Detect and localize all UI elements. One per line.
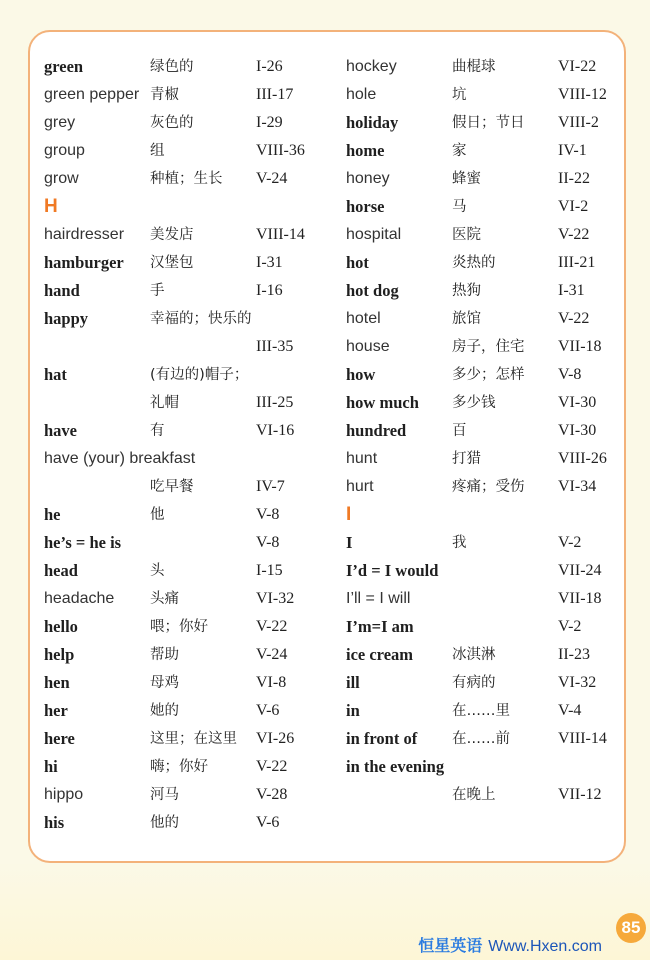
glossary-entry	[346, 445, 646, 473]
entry-word: green pepper	[44, 86, 140, 103]
entry-unit: III-17	[256, 86, 294, 103]
entry-word: green	[44, 57, 84, 76]
entry-word: have (your) breakfast	[44, 450, 196, 467]
glossary-entry	[346, 277, 646, 305]
page-number: 85	[616, 913, 646, 943]
entry-word: hotel	[346, 310, 381, 327]
entry-unit: VI-32	[256, 590, 295, 607]
glossary-entry	[346, 557, 646, 585]
entry-chinese: 她的	[150, 703, 179, 719]
entry-word: here	[44, 729, 75, 748]
entry-unit: V-8	[558, 366, 582, 383]
entry-chinese: 嗨；你好	[150, 759, 208, 775]
glossary-entry	[346, 669, 646, 697]
entry-word: hen	[44, 673, 70, 692]
entry-chinese: 冰淇淋	[452, 647, 496, 663]
entry-chinese: 旅馆	[452, 311, 481, 327]
entry-unit: VI-34	[558, 478, 597, 495]
entry-word: hockey	[346, 58, 397, 75]
entry-unit: V-2	[558, 618, 582, 635]
entry-unit: VII-24	[558, 562, 602, 579]
entry-unit: VIII-36	[256, 142, 305, 159]
entry-unit: V-24	[256, 170, 288, 187]
entry-word: group	[44, 142, 85, 159]
entry-unit: V-6	[256, 814, 280, 831]
entry-word: I’m=I am	[346, 617, 414, 636]
entry-unit: VII-18	[558, 338, 602, 355]
entry-chinese: 多少；怎样	[452, 367, 525, 383]
entry-chinese: 在……前	[452, 731, 510, 747]
glossary-entry	[346, 333, 646, 361]
entry-word: hippo	[44, 786, 84, 803]
entry-word: he	[44, 505, 61, 524]
glossary-entry	[346, 221, 646, 249]
section-letter-row	[44, 193, 344, 221]
entry-chinese: 种植；生长	[150, 171, 223, 187]
entry-unit: VI-32	[558, 674, 597, 691]
entry-chinese: 打猎	[452, 451, 481, 467]
glossary-entry	[346, 725, 646, 753]
entry-word: hamburger	[44, 253, 124, 272]
entry-word: how	[346, 365, 376, 384]
entry-chinese: 百	[452, 423, 467, 439]
entry-word: in	[346, 701, 360, 720]
entry-chinese: 蜂蜜	[452, 171, 481, 187]
entry-chinese: 青椒	[150, 87, 179, 103]
entry-word: he’s = he is	[44, 533, 122, 552]
glossary-entry	[346, 781, 646, 809]
entry-word: his	[44, 813, 65, 832]
entry-unit: VIII-14	[256, 226, 305, 243]
entry-chinese: 组	[150, 143, 165, 159]
entry-chinese: 帮助	[150, 647, 179, 663]
entry-chinese: 头	[150, 563, 165, 579]
entry-unit: V-28	[256, 786, 288, 803]
glossary-entry	[346, 473, 646, 501]
section-letter: I	[346, 504, 352, 525]
entry-word: I’ll = I will	[346, 590, 411, 607]
glossary-entry	[346, 249, 646, 277]
glossary-entry	[44, 613, 344, 641]
entry-word: hole	[346, 86, 377, 103]
glossary-entry	[346, 389, 646, 417]
entry-word: ill	[346, 673, 360, 692]
glossary-entry	[346, 613, 646, 641]
entry-chinese: 有	[150, 423, 165, 439]
glossary-entry	[44, 333, 344, 361]
entry-word: headache	[44, 590, 115, 607]
entry-unit: V-6	[256, 702, 280, 719]
entry-chinese: 汉堡包	[150, 255, 194, 271]
glossary-entry	[346, 529, 646, 557]
entry-word: in the evening	[346, 757, 445, 776]
glossary-entry	[44, 529, 344, 557]
glossary-entry	[44, 697, 344, 725]
entry-chinese: 他	[150, 507, 165, 523]
glossary-entry	[44, 53, 344, 81]
entry-word: hospital	[346, 226, 402, 243]
glossary-entry	[346, 585, 646, 613]
glossary-entry	[44, 165, 344, 193]
entry-word: head	[44, 561, 78, 580]
entry-unit: V-22	[256, 758, 288, 775]
entry-word: ice cream	[346, 645, 414, 664]
entry-chinese: 吃早餐	[150, 479, 194, 495]
entry-unit: V-8	[256, 534, 280, 551]
glossary-entry	[44, 557, 344, 585]
glossary-entry	[44, 781, 344, 809]
entry-unit: II-23	[558, 646, 590, 663]
entry-chinese: 绿色的	[150, 59, 194, 75]
entry-chinese: 我	[452, 535, 467, 551]
entry-word: how much	[346, 393, 419, 412]
entry-unit: I-26	[256, 58, 283, 75]
brand-url[interactable]: Www.Hxen.com	[488, 938, 602, 955]
entry-unit: II-22	[558, 170, 590, 187]
entry-chinese: 幸福的；快乐的	[150, 311, 252, 327]
entry-unit: VIII-12	[558, 86, 607, 103]
entry-unit: VIII-14	[558, 730, 607, 747]
entry-word: her	[44, 701, 68, 720]
entry-unit: III-21	[558, 254, 596, 271]
glossary-entry	[44, 641, 344, 669]
entry-word: hand	[44, 281, 80, 300]
entry-unit: VII-12	[558, 786, 602, 803]
glossary-entry	[44, 501, 344, 529]
glossary-entry	[44, 445, 344, 473]
entry-chinese: 手	[150, 283, 165, 299]
entry-unit: VI-22	[558, 58, 597, 75]
glossary-entry	[346, 53, 646, 81]
entry-chinese: 疼痛；受伤	[452, 479, 525, 495]
entry-unit: VI-2	[558, 198, 589, 215]
entry-word: hi	[44, 757, 58, 776]
entry-word: hunt	[346, 450, 378, 467]
entry-unit: V-22	[256, 618, 288, 635]
entry-unit: VIII-2	[558, 114, 599, 131]
entry-word: have	[44, 421, 77, 440]
entry-word: hairdresser	[44, 226, 125, 243]
section-letter: H	[44, 196, 58, 217]
entry-word: grow	[44, 170, 79, 187]
entry-word: hello	[44, 617, 78, 636]
glossary-entry	[44, 361, 344, 389]
glossary-entry	[44, 109, 344, 137]
glossary-entry	[346, 81, 646, 109]
entry-word: I	[346, 533, 353, 552]
glossary-entry	[346, 417, 646, 445]
entry-chinese: 礼帽	[150, 395, 179, 411]
entry-chinese: 灰色的	[150, 115, 194, 131]
brand-name: 恒星英语	[418, 936, 483, 955]
glossary-entry	[44, 809, 344, 837]
entry-chinese: 坑	[452, 87, 467, 103]
glossary-entry	[346, 109, 646, 137]
entry-unit: I-31	[256, 254, 283, 271]
glossary-entry	[346, 165, 646, 193]
entry-chinese: 母鸡	[150, 675, 179, 691]
glossary-entry	[44, 221, 344, 249]
glossary-entry	[44, 137, 344, 165]
glossary-entry	[346, 753, 646, 781]
entry-unit: IV-1	[558, 142, 587, 159]
glossary-entry	[44, 81, 344, 109]
entry-unit: VI-8	[256, 674, 287, 691]
entry-chinese: 喂；你好	[150, 619, 208, 635]
glossary-entry	[346, 137, 646, 165]
entry-chinese: 河马	[150, 787, 179, 803]
glossary-entry	[346, 641, 646, 669]
entry-chinese: 在……里	[452, 703, 510, 719]
entry-unit: V-22	[558, 310, 590, 327]
entry-chinese: 热狗	[452, 283, 481, 299]
footer-brand	[418, 933, 602, 956]
entry-unit: VI-26	[256, 730, 295, 747]
entry-word: grey	[44, 114, 76, 131]
entry-unit: VI-16	[256, 422, 295, 439]
entry-chinese: 曲棍球	[452, 59, 496, 75]
glossary-entry	[346, 361, 646, 389]
entry-chinese: 头痛	[150, 591, 179, 607]
glossary-entry	[44, 725, 344, 753]
entry-chinese: 马	[452, 199, 467, 215]
entry-chinese: 他的	[150, 815, 179, 831]
entry-unit: V-22	[558, 226, 590, 243]
entry-unit: IV-7	[256, 478, 285, 495]
entry-word: in front of	[346, 729, 418, 748]
entry-chinese: 美发店	[150, 227, 194, 243]
glossary-entry	[44, 417, 344, 445]
glossary-entry	[44, 473, 344, 501]
entry-chinese: 医院	[452, 227, 481, 243]
entry-word: hat	[44, 365, 67, 384]
glossary-entry	[346, 193, 646, 221]
entry-word: help	[44, 645, 75, 664]
entry-chinese: 这里；在这里	[150, 731, 237, 747]
entry-chinese: 有病的	[452, 675, 496, 691]
entry-unit: III-35	[256, 338, 294, 355]
entry-word: house	[346, 338, 390, 355]
entry-word: hot dog	[346, 281, 399, 300]
entry-unit: VI-30	[558, 394, 597, 411]
entry-unit: VI-30	[558, 422, 597, 439]
glossary-entry	[346, 305, 646, 333]
entry-word: hurt	[346, 478, 374, 495]
entry-unit: I-16	[256, 282, 283, 299]
entry-chinese: 家	[452, 143, 467, 159]
entry-chinese: 在晚上	[452, 787, 496, 803]
entry-word: hot	[346, 253, 369, 272]
entry-unit: VII-18	[558, 590, 602, 607]
entry-chinese: 房子，住宅	[452, 339, 525, 355]
glossary-entry	[44, 669, 344, 697]
entry-unit: VIII-26	[558, 450, 607, 467]
glossary-entry	[346, 697, 646, 725]
entry-word: hundred	[346, 421, 407, 440]
entry-unit: I-31	[558, 282, 585, 299]
entry-word: honey	[346, 170, 390, 187]
entry-unit: V-8	[256, 506, 280, 523]
entry-word: home	[346, 141, 385, 160]
entry-unit: I-15	[256, 562, 283, 579]
entry-unit: III-25	[256, 394, 294, 411]
glossary-entry	[44, 305, 344, 333]
entry-word: holiday	[346, 113, 399, 132]
glossary-entry	[44, 753, 344, 781]
entry-chinese: (有边的)帽子；	[150, 367, 249, 383]
entry-chinese: 假日；节日	[452, 115, 525, 131]
entry-word: happy	[44, 309, 89, 328]
entry-unit: I-29	[256, 114, 283, 131]
entry-chinese: 多少钱	[452, 395, 496, 411]
entry-chinese: 炎热的	[452, 255, 496, 271]
entry-word: horse	[346, 197, 385, 216]
section-letter-row	[346, 501, 646, 529]
glossary-entry	[44, 389, 344, 417]
glossary-entry	[44, 277, 344, 305]
glossary-entry	[44, 585, 344, 613]
entry-word: I’d = I would	[346, 561, 439, 580]
entry-unit: V-4	[558, 702, 582, 719]
glossary-entry	[44, 249, 344, 277]
entry-unit: V-24	[256, 646, 288, 663]
entry-unit: V-2	[558, 534, 582, 551]
